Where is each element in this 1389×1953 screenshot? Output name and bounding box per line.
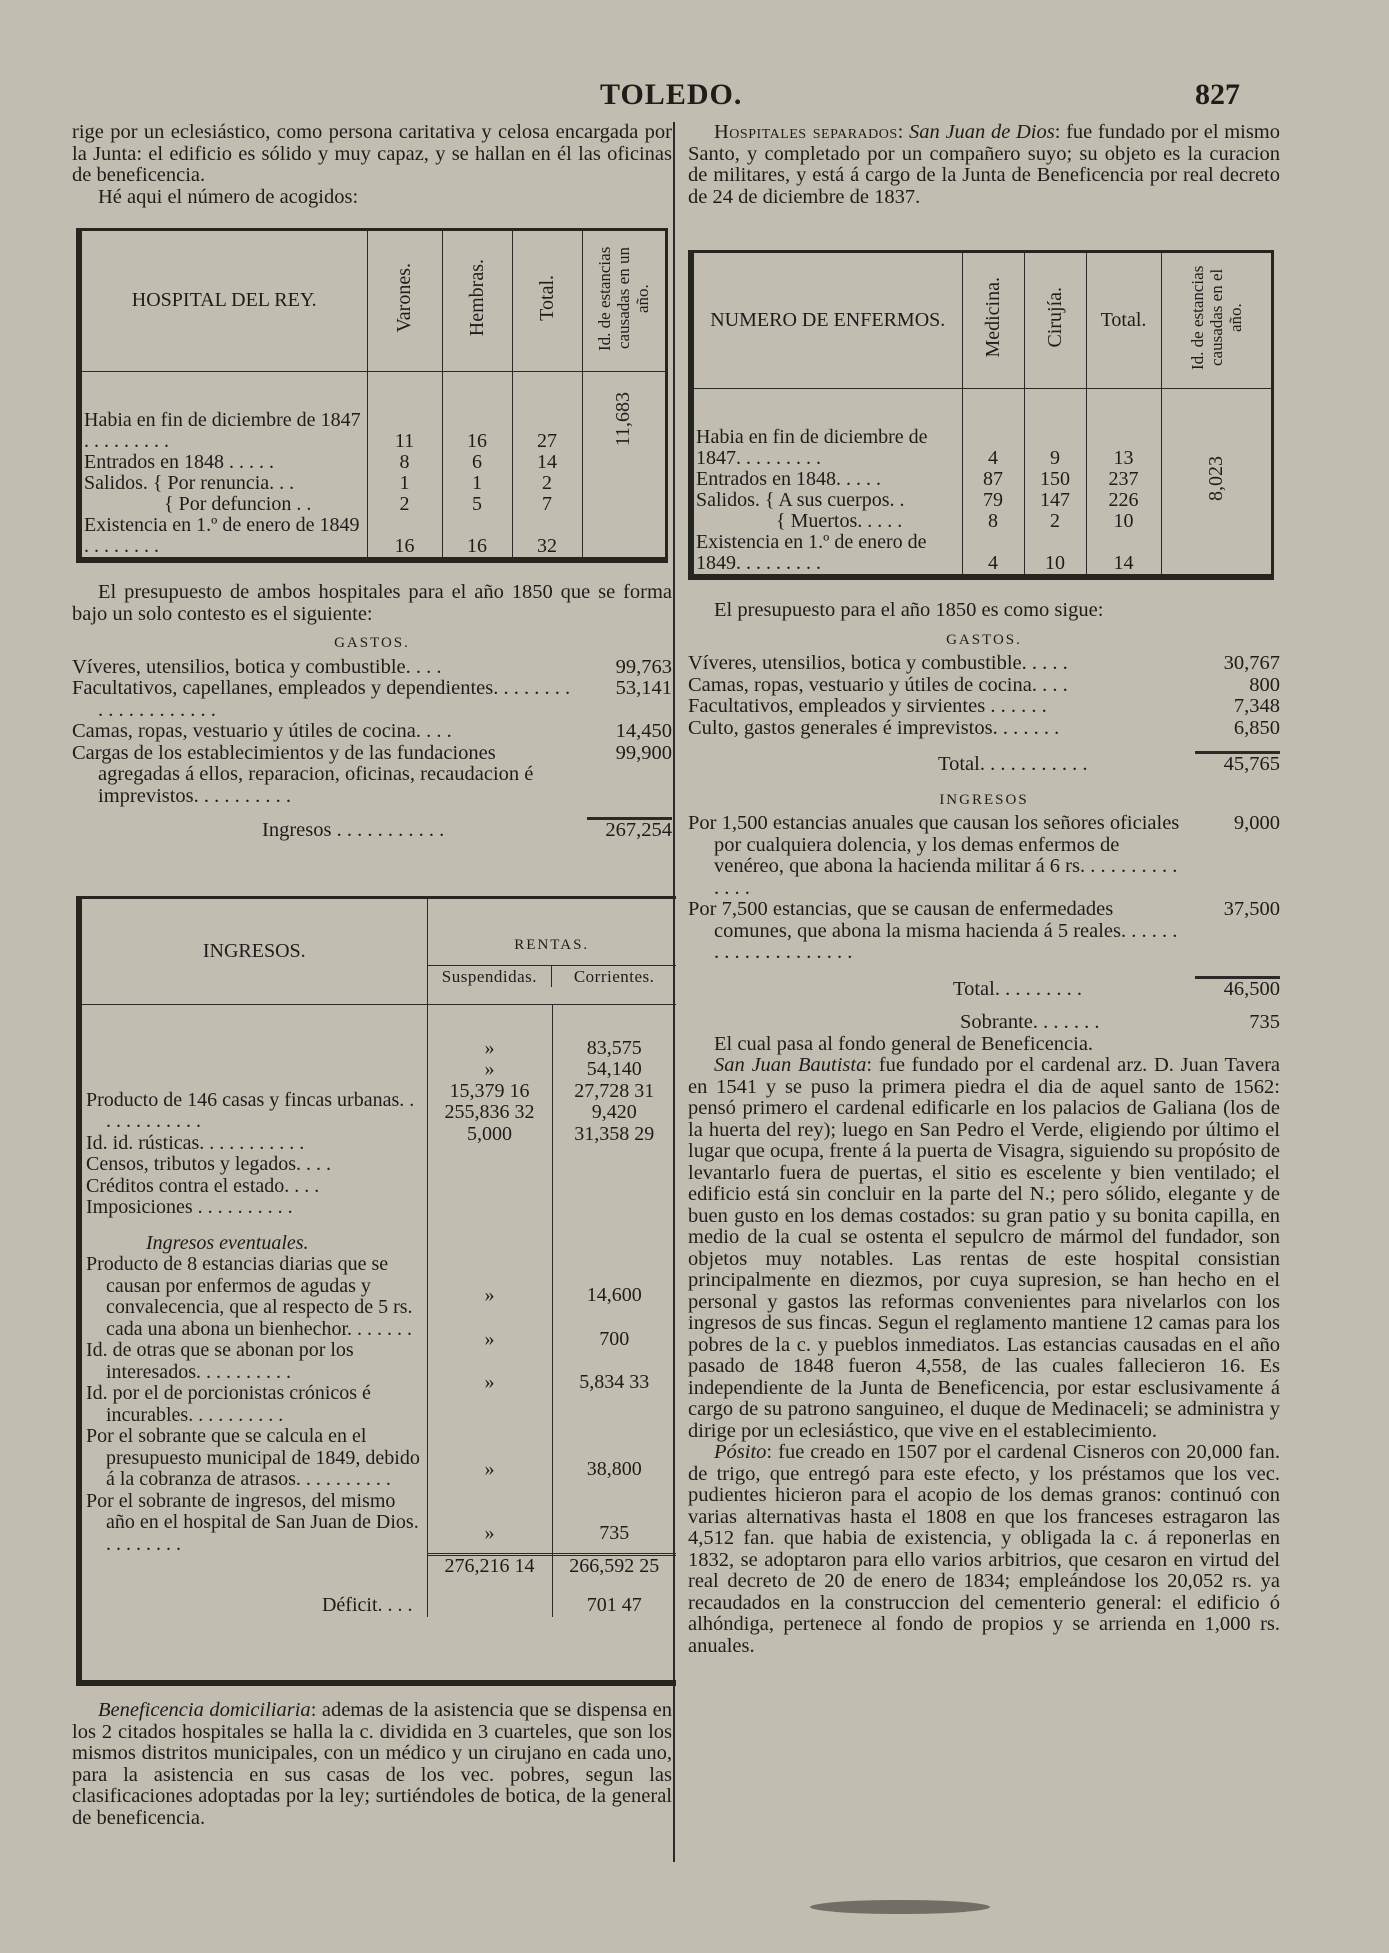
ingresos-heading: INGRESOS xyxy=(939,791,1029,808)
rentas-heading: RENTAS. xyxy=(514,937,590,953)
page-title: TOLEDO. xyxy=(600,78,743,111)
table-title: NUMERO DE ENFERMOS. xyxy=(694,253,962,388)
ink-blot xyxy=(810,1900,990,1914)
budget-line: Facultativos, empleados y sirvientes . . . . . . 7,348 xyxy=(688,695,1280,717)
row-label: Entrados en 1848 . . . . . xyxy=(84,451,274,473)
gastos-heading: GASTOS. xyxy=(334,635,410,651)
hospitales-label: Hospitales separados xyxy=(714,121,898,143)
income-line: Por 1,500 estancias anuales que causan los señores oficiales por cualquiera dolencia, y los demas enfermos de venéreo, que abona la hacienda militar á 6 rs. . . . . . . . . . . . . . 9,000 xyxy=(688,812,1280,899)
col-header: Varones. xyxy=(393,263,415,333)
budget-intro: El presupuesto para el año 1850 es como sigue: xyxy=(714,599,1104,621)
row-label: Habia en fin de diciembre de 1847 . . . . . . . . . xyxy=(84,409,361,452)
table-labels: Habia en fin de diciembre de 1847. . . . . . . . . Entrados en 1848. . . . . Salidos. { A sus cuerpos. . { Muertos. . . . . Existencia en 1.º de enero de 1849. . . . . . . . . xyxy=(694,388,962,574)
right-budget xyxy=(688,600,1280,1657)
table-labels xyxy=(82,371,367,557)
right-intro: Hospitales separados: San Juan de Dios: fue fundado por el mismo Santo, y completado por un compañero suyo; su objeto es la curacion de militares, y está á cargo de la Junta de Beneficencia por real decreto de 24 de diciembre de 1837. xyxy=(688,121,1281,208)
row-label: Salidos. { Por renuncia. . . xyxy=(84,472,295,494)
page-header xyxy=(0,78,1389,114)
sjd-text: : fue fundado por el mismo Santo, y completado por un compañero suyo; su objeto es la curacion de militares, y está á cargo de la Junta de Beneficencia por real decreto de 24 de diciembre de 1837. xyxy=(688,121,1281,208)
estancias-value: 11,683 xyxy=(612,391,635,446)
col-header: Medicina. xyxy=(981,276,1004,358)
left-column xyxy=(72,122,672,208)
budget-line: Facultativos, capellanes, empleados y dependientes. . . . . . . . . . . . . . . . . . . . 53,141 xyxy=(72,677,672,721)
cirujia-col: 9 150 147 2 10 xyxy=(1024,388,1086,574)
row-label: { Por defuncion . . xyxy=(164,493,312,515)
col-header: Total. xyxy=(535,274,558,321)
gastos-heading: GASTOS. xyxy=(946,631,1022,648)
enfermos-table xyxy=(688,250,1274,580)
eventuales-heading: Ingresos eventuales. xyxy=(146,1231,309,1254)
sum-suspendidas: 276,216 14 xyxy=(428,1553,552,1578)
budget-line: Víveres, utensilios, botica y combustible. . . . . 30,767 xyxy=(688,652,1280,674)
sjd-title: San Juan de Dios xyxy=(909,121,1055,143)
pasa-text: El cual pasa al fondo general de Beneficencia. xyxy=(714,1032,1094,1055)
varones-col: 11 8 1 2 16 xyxy=(367,371,442,557)
left-budget xyxy=(72,582,672,842)
col-header: Hembras. xyxy=(465,259,488,337)
sum-corrientes: 266,592 25 xyxy=(553,1553,677,1578)
benef-text: : ademas de la asistencia que se dispensa en los 2 citados hospitales se halla la c. dividida en 3 cuarteles, que son los mismos distritos municipales, con un médico y un cirujano en cada uno, para la asistencia en sus casas de los vec. pobres, segun las clasificaciones adoptadas por la ley; surtiéndoles de botica, de la general de beneficencia. xyxy=(72,1699,673,1829)
total2-line: Total. . . . . . . . . 46,500 xyxy=(953,977,1280,1000)
total-line: Total. . . . . . . . . . . 45,765 xyxy=(938,753,1280,775)
col-header: Id. de estancias causadas en un año. xyxy=(595,246,653,351)
suspendidas-col: » » 15,379 16 255,836 32 5,000 » » » » » 276,216 14 xyxy=(427,1004,552,1617)
col-header: Corrientes. xyxy=(573,966,655,986)
total-col: 13 237 226 10 14 xyxy=(1086,388,1161,574)
ingresos-table xyxy=(76,896,676,1686)
col-header: Suspendidas. xyxy=(428,966,553,988)
ingresos-total-line: Ingresos . . . . . . . . . . . 267,254 xyxy=(262,819,672,841)
hembras-col: 16 6 1 5 16 xyxy=(442,371,512,557)
budget-line: Cargas de los establecimientos y de las fundaciones agregadas á ellos, reparacion, oficinas, recaudacion é imprevistos. . . . . . . . . . 99,900 xyxy=(72,741,672,807)
col-header: Total. xyxy=(1086,253,1161,388)
budget-line: Víveres, utensilios, botica y combustible. . . . 99,763 xyxy=(72,655,672,678)
row-label: Existencia en 1.º de enero de 1849 . . . . . . . . xyxy=(84,514,360,557)
sjb-title: San Juan Bautista xyxy=(714,1054,867,1076)
budget-line: Culto, gastos generales é imprevistos. . . . . . . 6,850 xyxy=(688,716,1280,739)
page-number: 827 xyxy=(1195,78,1240,111)
posito-title: Pósito xyxy=(714,1441,767,1463)
budget-line: Camas, ropas, vestuario y útiles de cocina. . . . 800 xyxy=(688,673,1280,696)
benef-title: Beneficencia domiciliaria xyxy=(98,1699,311,1721)
posito-text: : fue creado en 1507 por el cardenal Cisneros con 20,000 fan. de trigo, que entregó para este efecto, y los préstamos que los vec. pudientes hicieron para el acopio de los demas granos: continuó con varias alternativas hasta el 1808 en que los franceses estragaron las 4,512 fan. que habia de existencia, y obligada la c. á reponerlas en 1832, se adoptaron para ello varios arbitrios, que cesaron en virtud del real decreto de 20 de enero de 1834; empleándose los 20,052 rs. ya recaudados en la construccion del cementerio general: el edificio ó alhóndiga, pertenece al fondo de propios y se arrienda en 1,000 rs. anuales. xyxy=(688,1441,1280,1657)
beneficencia-paragraph xyxy=(72,1700,672,1829)
total-col: 27 14 2 7 32 xyxy=(512,371,582,557)
ingresos-labels: Producto de 146 casas y fincas urbanas. . . . . . . . . . . . Id. id. rústicas. . . . . . . . . . . Censos, tributos y legados. . . . Créditos contra el estado. . . . Imposiciones . . . . . . . . . . Ingresos eventuales. Producto de 8 estancias diarias que se causan por enfermos de agudas y convalecencia, que al respecto de 5 rs. cada una abona un bienhechor. . . . . . . Id. de otras que se abonan por los interesados. . . . . . . . . . Id. por el de porcionistas crónicos é incurables. . . . . . . . . . Por el sobrante que se calcula en el presupuesto municipal de 1849, debido á la cobranza de atrasos. . . . . . . . . . Por el sobrante de ingresos, del mismo año en el hospital de San Juan de Dios. . . . . . . . . Déficit. . . . xyxy=(82,1004,427,1617)
col-header: Cirujía. xyxy=(1043,286,1066,348)
col-header: Id. de estancias causadas en el año. xyxy=(1187,265,1245,370)
table-title: INGRESOS. xyxy=(82,899,427,1004)
intro-paragraph: rige por un eclesiástico, como persona caritativa y celosa encargada por la Junta: el edificio es sólido y muy capaz, y se hallan en él las oficinas de beneficencia. xyxy=(72,121,672,186)
medicina-col: 4 87 79 8 4 xyxy=(962,388,1024,574)
budget-line: Camas, ropas, vestuario y útiles de cocina. . . . 14,450 xyxy=(72,720,672,742)
corrientes-col: 83,575 54,140 27,728 31 9,420 31,358 29 14,600 700 5,834 33 38,800 735 266,592 25 701 47 xyxy=(552,1004,676,1617)
hospital-del-rey-table xyxy=(76,228,668,563)
budget-intro: El presupuesto de ambos hospitales para el año 1850 que se forma bajo un solo contesto es el siguiente: xyxy=(72,581,672,625)
sobrante-line: Sobrante. . . . . . . 735 xyxy=(960,1011,1280,1033)
intro-line: Hé aqui el número de acogidos: xyxy=(98,185,359,208)
estancias-value: 8,023 xyxy=(1204,455,1227,501)
sjb-text: : fue fundado por el cardenal arz. D. Juan Tavera en 1541 y se puso la primera piedra el dia de aquel santo de 1562: pensó primero el cardenal edificarle en los palacios de Galiana (los de la huerta del rey); luego en San Pedro el Verde, eligiendo por último el lugar que ocupa, frente á la puerta de Visagra, siguiendo su propósito de levantarlo fuera de puertas, el sitio es escelente y bien ventilado; el edificio está sin concluir en la parte del N.; pero sólido, elegante y de buen gusto en los demas costados: su gran patio y su bonita capilla, en medio de la cual se ostenta el sepulcro de mármol del fundador, son objetos muy notables. Las rentas de este hospital consistian principalmente en diezmos, por cuya supresion, se han hecho en el personal y gastos las reformas convenientes para nivelarlos con los ingresos de sus fincas. Segun el reglamento mantiene 12 camas para los pobres de la c. y pueblos inmediatos. Las estancias causadas en el año pasado de 1848 fueron 4,558, de las cuales fallecieron 16. Es independiente de la Junta de Beneficencia, por estar esclusivamente á cargo de su patrono sanguineo, el duque de Medinaceli; se administra y dirige por un eclesiástico, que vive en el establecimiento. xyxy=(688,1054,1280,1442)
table-title: HOSPITAL DEL REY. xyxy=(131,289,317,312)
income-line: Por 7,500 estancias, que se causan de enfermedades comunes, que abona la misma hacienda á 5 reales. . . . . . . . . . . . . . . . . . . . 37,500 xyxy=(688,898,1280,963)
deficit-label: Déficit. . . . xyxy=(321,1594,413,1616)
deficit-value: 701 47 xyxy=(586,1594,642,1616)
